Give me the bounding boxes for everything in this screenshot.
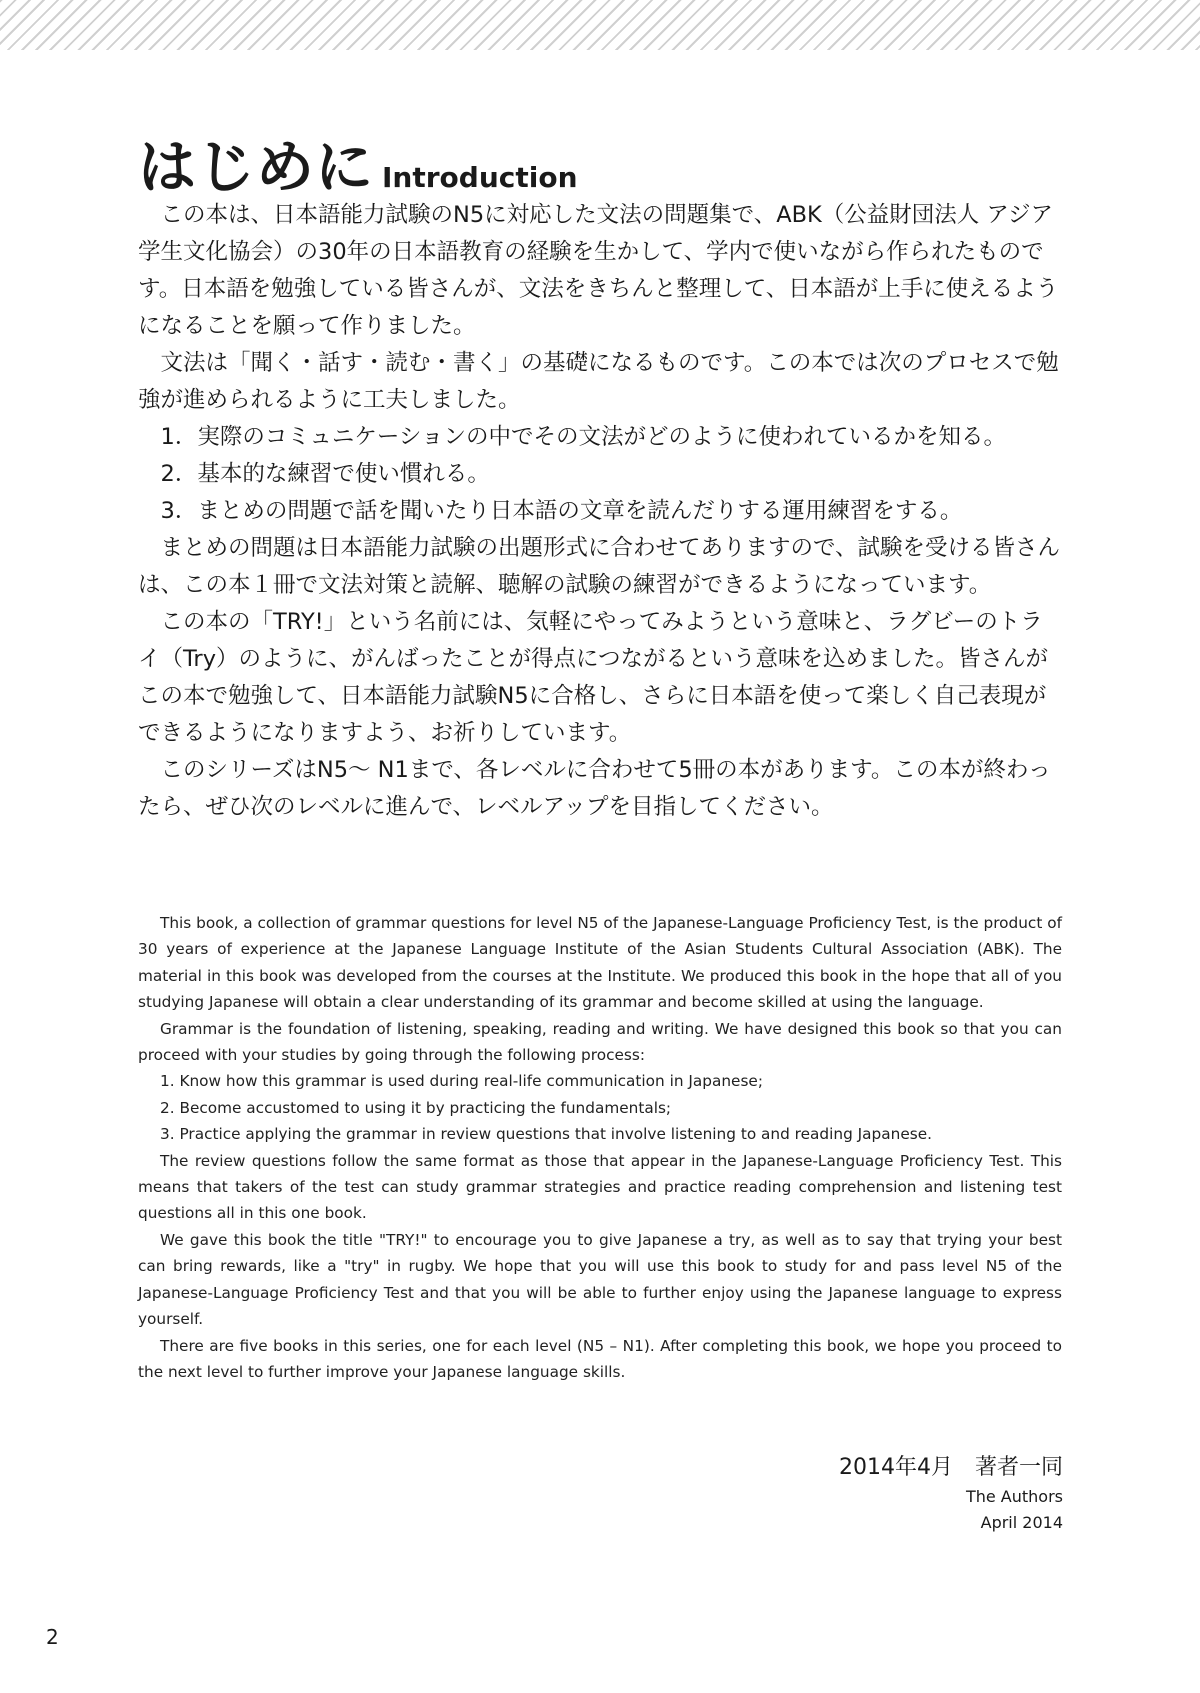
en-paragraph: We gave this book the title "TRY!" to encourage you to give Japanese a try, as well as to say that trying your best can bring rewards, like a "try" in rugby. We hope that you will use this book to study for and pass level N5 of the Japanese-Language Proficiency Test and that you will be able to further enjoy using the Japanese language to express yourself. [138, 1230, 1062, 1329]
en-list-item: 2. Become accustomed to using it by practicing the fundamentals; [160, 1098, 672, 1117]
jp-paragraph: この本は、日本語能力試験のN5に対応した文法の問題集で、ABK（公益財団法人 アジア学生文化協会）の30年の日本語教育の経験を生かして、学内で使いながら作られたものです。日本語を勉強している皆さんが、文法をきちんと整理して、日本語が上手に使えるようになることを願って作りました。 [138, 202, 1059, 339]
jp-list-item: 3．まとめの問題で話を聞いたり日本語の文章を読んだりする運用練習をする。 [160, 498, 963, 524]
top-stripe-decoration [0, 0, 1200, 50]
en-list-item: 3. Practice applying the grammar in review questions that involve listening to and reading Japanese. [160, 1125, 932, 1144]
english-introduction [138, 910, 1062, 1385]
page-title [138, 120, 578, 204]
title-japanese: はじめに [138, 133, 375, 201]
jp-paragraph: まとめの問題は日本語能力試験の出題形式に合わせてありますので、試験を受ける皆さんは、この本１冊で文法対策と読解、聴解の試験の練習ができるようになっています。 [138, 535, 1061, 598]
signature-japanese: 2014年4月 著者一同 [839, 1455, 1063, 1480]
en-paragraph: There are five books in this series, one for each level (N5 – N1). After completing this book, we hope you proceed to the next level to further improve your Japanese language skills. [138, 1336, 1062, 1381]
page-number: 2 [46, 1625, 59, 1649]
en-process-list [138, 1068, 1062, 1147]
signature-authors: The Authors [965, 1487, 1063, 1506]
jp-list-item: 1．実際のコミュニケーションの中でその文法がどのように使われているかを知る。 [160, 424, 1006, 450]
en-paragraph: The review questions follow the same format as those that appear in the Japanese-Language Proficiency Test. This means that takers of the test can study grammar strategies and practice reading comprehension and listening test questions all in this one book. [138, 1151, 1062, 1223]
title-english: Introduction [382, 161, 578, 194]
en-paragraph: Grammar is the foundation of listening, speaking, reading and writing. We have designed this book so that you can proceed with your studies by going through the following process: [138, 1019, 1062, 1065]
jp-list-item: 2．基本的な練習で使い慣れる。 [160, 461, 490, 487]
jp-paragraph: 文法は「聞く・話す・読む・書く」の基礎になるものです。この本では次のプロセスで勉強が進められるように工夫しました。 [138, 350, 1059, 413]
author-signature [839, 1452, 1063, 1536]
jp-paragraph: この本の「TRY!」という名前には、気軽にやってみようという意味と、ラグビーのトライ（Try）のように、がんばったことが得点につながるという意味を込めました。皆さんがこの本で勉強して、日本語能力試験N5に合格し、さらに日本語を使って楽しく自己表現ができるようになりますよう、お祈りしています。 [138, 609, 1049, 746]
japanese-introduction [138, 197, 1064, 826]
jp-process-list [138, 419, 1064, 530]
en-list-item: 1. Know how this grammar is used during real-life communication in Japanese; [160, 1072, 764, 1091]
jp-paragraph: このシリーズはN5〜 N1まで、各レベルに合わせて5冊の本があります。この本が終わったら、ぜひ次のレベルに進んで、レベルアップを目指してください。 [138, 757, 1051, 820]
signature-date: April 2014 [980, 1513, 1063, 1532]
en-paragraph: This book, a collection of grammar questions for level N5 of the Japanese-Language Proficiency Test, is the product of 30 years of experience at the Japanese Language Institute of the Asian Students Cultural Association (ABK). The material in this book was developed from the courses at the Institute. We produced this book in the hope that all of you studying Japanese will obtain a clear understanding of its grammar and become skilled at using the language. [138, 914, 1062, 1012]
